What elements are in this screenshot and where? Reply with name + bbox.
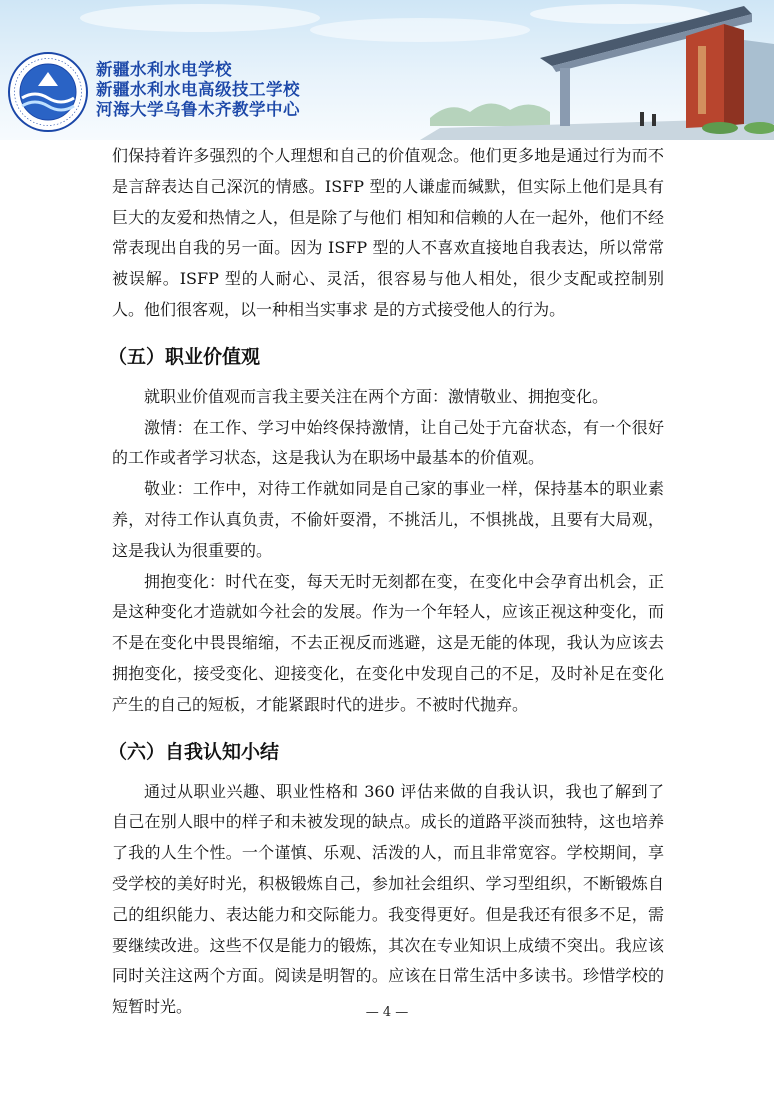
paragraph-career-values-overview: 就职业价值观而言我主要关注在两个方面：激情敬业、拥抱变化。 — [144, 386, 609, 406]
school-name-3: 河海大学乌鲁木齐教学中心 — [96, 100, 300, 119]
intro-paragraph: 们保持着许多强烈的个人理想和自己的价值观念。他们更多地是通过行为而不是言辞表达自己深沉的情感。ISFP 型的人谦虚而缄默，但实际上他们是具有巨大的友爱和热情之人，但是除了与他们 相知和信赖的人在一起外，他们不经常表现出自我的另一面。因为 ISFP 型的人不喜欢直接地自我表达，所以常常被误解。ISFP 型的人耐心、灵活，很容易与他人相处，很少支配或控制别人。他们很客观，以一种相当实事求 是的方式接受他人的行为。 — [112, 146, 664, 319]
paragraph-passion: 激情：在工作、学习中始终保持激情，让自己处于亢奋状态，有一个很好的工作或者学习状态，这是我认为在职场中最基本的价值观。 — [112, 417, 664, 468]
section-heading-self-awareness-summary: （六）自我认知小结 — [108, 740, 280, 763]
page-header-banner — [0, 0, 774, 140]
school-logo — [8, 52, 88, 132]
school-name-1: 新疆水利水电学校 — [96, 60, 232, 79]
page-number: — 4 — — [365, 1005, 409, 1020]
section-heading-career-values: （五）职业价值观 — [108, 345, 261, 368]
paragraph-embrace-change: 拥抱变化：时代在变，每天无时无刻都在变，在变化中会孕育出机会，正是这种变化才造就如今社会的发展。作为一个年轻人，应该正视这种变化，而不是在变化中畏畏缩缩，不去正视反而逃避，这是无能的体现，我认为应该去拥抱变化，接受变化、迎接变化，在变化中发现自己的不足，及时补足在变化产生的自己的短板，才能紧跟时代的进步。不被时代抛弃。 — [112, 571, 664, 714]
document-body — [108, 141, 664, 1023]
school-names — [96, 60, 300, 120]
paragraph-self-awareness-summary: 通过从职业兴趣、职业性格和 360 评估来做的自我认识，我也了解到了自己在别人眼中的样子和未被发现的缺点。成长的道路平淡而独特，这也培养了我的人生个性。一个谨慎、乐观、活泼的人，而且非常宽容。学校期间，享受学校的美好时光，积极锻炼自己，参加社会组织、学习型组织，不断锻炼自己的组织能力、表达能力和交际能力。我变得更好。但是我还有很多不足，需要继续改进。这些不仅是能力的锻炼，其次在专业知识上成绩不突出。我应该同时关注这两个方面。阅读是明智的。应该在日常生活中多读书。珍惜学校的短暂时光。 — [112, 781, 664, 1017]
school-name-2: 新疆水利水电高级技工学校 — [96, 80, 300, 99]
paragraph-dedication: 敬业：工作中，对待工作就如同是自己家的事业一样，保持基本的职业素养，对待工作认真负责，不偷奸耍滑，不挑活儿，不惧挑战，且要有大局观，这是我认为很重要的。 — [112, 479, 664, 560]
